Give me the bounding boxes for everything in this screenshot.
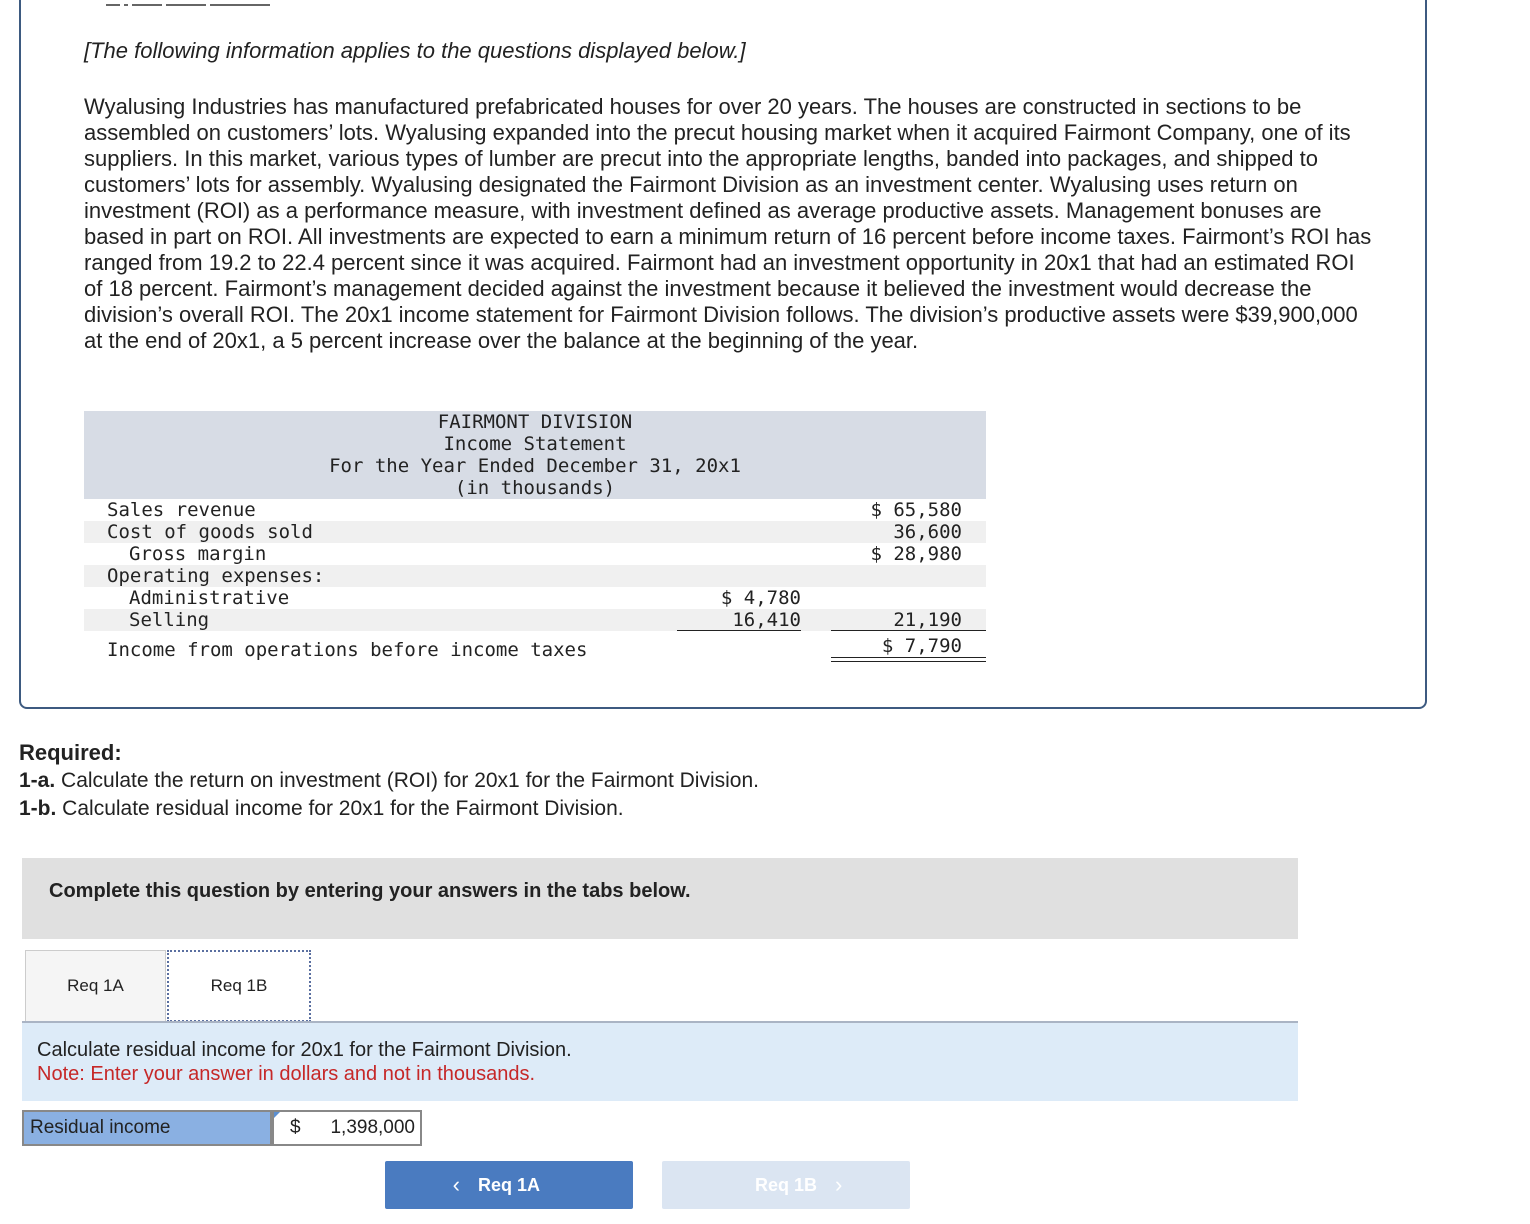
row-label: Administrative — [129, 587, 290, 609]
row-label: Operating expenses: — [107, 565, 325, 587]
next-button[interactable] — [662, 1161, 910, 1209]
row-administrative — [84, 587, 986, 609]
statement-header — [84, 411, 986, 499]
row-income-from-operations — [84, 631, 986, 663]
statement-period: For the Year Ended December 31, 20x1 — [329, 455, 741, 477]
input-value: 1,398,000 — [330, 1117, 415, 1138]
currency-symbol: $ — [290, 1117, 301, 1138]
statement-units: (in thousands) — [454, 477, 616, 499]
chevron-right-icon: › — [835, 1172, 843, 1197]
row-gross-margin — [84, 543, 986, 565]
tab-req-1a[interactable]: Req 1A — [25, 950, 166, 1022]
row-label: Gross margin — [129, 543, 267, 565]
row-total: $ 65,580 — [870, 499, 962, 521]
row-amount: 16,410 — [732, 609, 801, 631]
row-total: 36,600 — [893, 521, 962, 543]
row-label: Cost of goods sold — [107, 521, 313, 543]
instruction-note: Note: Enter your answer in dollars and not in thousands. — [37, 1063, 536, 1085]
required-tag: 1-b. — [19, 797, 57, 820]
income-statement — [84, 411, 986, 663]
statement-title: FAIRMONT DIVISION — [437, 411, 633, 433]
row-label: Selling — [129, 609, 210, 631]
chevron-left-icon: ‹ — [452, 1172, 460, 1197]
tab-instructions — [22, 1023, 1298, 1101]
required-tag: 1-a. — [19, 769, 56, 792]
double-underline — [831, 657, 986, 662]
intro-note: [The following information applies to the questions displayed below.] — [84, 38, 746, 63]
row-sales-revenue — [84, 499, 986, 521]
row-label: Income from operations before income taxes — [107, 639, 588, 661]
required-text: Calculate residual income for 20x1 for the Fairmont Division. — [56, 797, 624, 820]
row-total: $ 7,790 — [881, 635, 962, 657]
next-button-label: Req 1B — [754, 1174, 817, 1195]
problem-paragraph: Wyalusing Industries has manufactured prefabricated houses for over 20 years. The houses are constructed in sections to be assembled on customers’ lots. Wyalusing expanded into the precut housing market when it acquired Fairmont Company, one of its suppliers. In this market, various types of lumber are precut into the appropriate lengths, banded into packages, and shipped to customers’ lots for assembly. Wyalusing designated the Fairmont Division as an investment center. Wyalusing uses return on investment (ROI) as a performance measure, with investment defined as average productive assets. Management bonuses are based in part on ROI. All investments are expected to earn a minimum return of 16 percent before income taxes. Fairmont’s ROI has ranged from 19.2 to 22.4 percent since it was acquired. Fairmont had an investment opportunity in 20x1 that had an estimated ROI of 18 percent. Fairmont’s management decided against the investment because it believed the investment would decrease the division’s overall ROI. The 20x1 income statement for Fairmont Division follows. The division’s productive assets were $39,900,000 at the end of 20x1, a 5 percent increase over the balance at the beginning of the year. — [84, 94, 1372, 353]
row-amount: $ 4,780 — [720, 587, 801, 609]
required-heading: Required: — [19, 740, 122, 765]
required-item-1a — [19, 769, 759, 793]
prev-button[interactable] — [385, 1161, 633, 1209]
required-item-1b — [19, 797, 624, 821]
instructions-banner — [22, 858, 1298, 939]
residual-income-label: Residual income — [22, 1110, 272, 1146]
row-operating-expenses — [84, 565, 986, 587]
row-total: 21,190 — [893, 609, 962, 631]
required-text: Calculate the return on investment (ROI) for 20x1 for the Fairmont Division. — [55, 769, 759, 792]
clipped-text-remnant — [106, 4, 316, 10]
statement-subtitle: Income Statement — [443, 433, 627, 455]
input-flag-icon — [274, 1112, 280, 1118]
row-total: $ 28,980 — [870, 543, 962, 565]
instruction-text: Calculate residual income for 20x1 for the Fairmont Division. — [37, 1039, 572, 1061]
residual-income-input[interactable] — [272, 1110, 422, 1146]
row-cost-of-goods-sold — [84, 521, 986, 543]
tab-req-1b[interactable]: Req 1B — [167, 950, 311, 1022]
row-label: Sales revenue — [107, 499, 256, 521]
prev-button-label: Req 1A — [477, 1174, 540, 1195]
row-selling — [84, 609, 986, 631]
banner-text: Complete this question by entering your answers in the tabs below. — [49, 880, 691, 902]
